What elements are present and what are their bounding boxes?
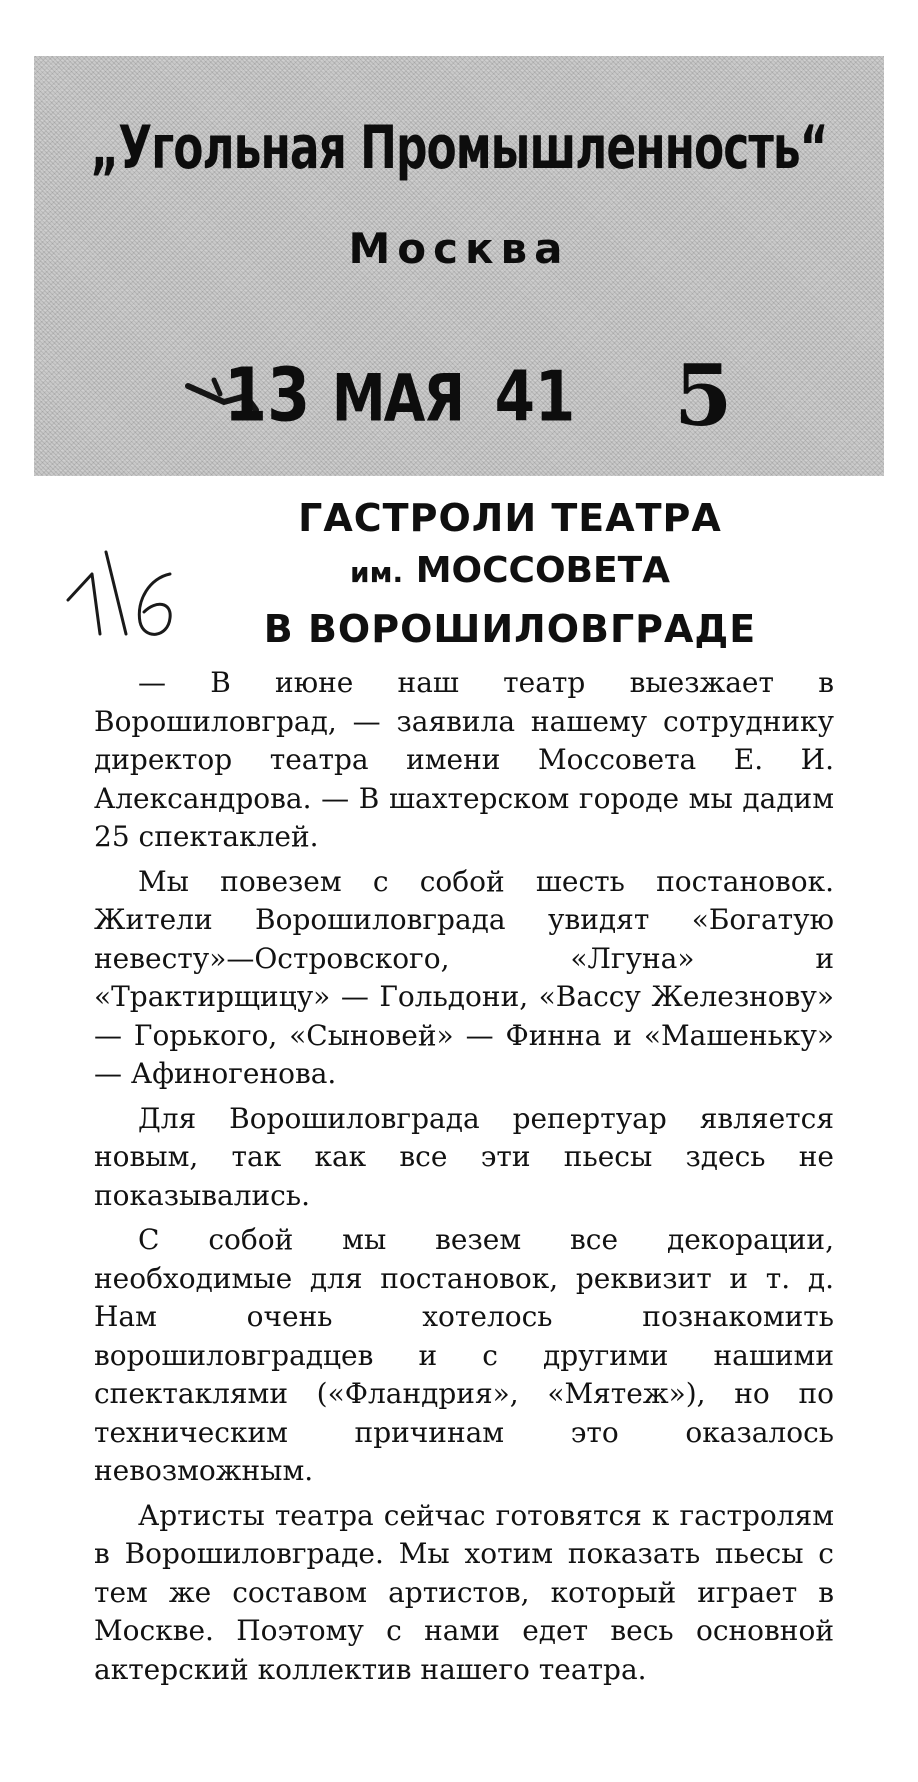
headline-line-1: ГАСТРОЛИ ТЕАТРА bbox=[298, 496, 722, 540]
article-paragraph: Мы повезем с собой шесть постановок. Жители Ворошиловграда увидят «Богатую невесту»—Островского, «Лгуна» и «Трактирщицу» — Гольдони, «Вассу Железнову» — Горького, «Сыновей» — Финна и «Машеньку» — Афиногенова. bbox=[94, 864, 834, 1090]
stamp-date-day: 13 bbox=[224, 351, 311, 439]
article-paragraph: Артисты театра сейчас готовятся к гастролям в Ворошиловграде. Мы хотим показать пьесы с тем же составом артистов, который играет в Москве. Поэтому с нами едет весь основной актерский коллектив нашего театра. bbox=[94, 1498, 834, 1686]
stamp-date-year: 41 bbox=[494, 355, 576, 438]
press-stamp bbox=[34, 56, 884, 476]
article-body bbox=[94, 664, 834, 1695]
headline-line-2 bbox=[190, 544, 830, 600]
stamp-date bbox=[224, 351, 575, 439]
handwritten-note bbox=[60, 530, 180, 650]
stamp-issue-number: 5 bbox=[674, 346, 733, 445]
headline-line-3: В ВОРОШИЛОВГРАДЕ bbox=[263, 607, 757, 651]
stamp-date-month: МАЯ bbox=[331, 360, 463, 437]
headline-line-2-prefix: им. bbox=[349, 556, 404, 589]
article-paragraph: Для Ворошиловграда репертуар является новым, так как все эти пьесы здесь не показывались. bbox=[94, 1101, 834, 1212]
article-paragraph: — В июне наш театр выезжает в Ворошиловград, — заявила нашему сотруднику директор театра имени Моссовета Е. И. Александрова. — В шахтерском городе мы дадим 25 спектаклей. bbox=[94, 666, 834, 853]
stamp-city: Москва bbox=[348, 224, 570, 273]
article-headline bbox=[190, 492, 830, 658]
article-paragraph: С собой мы везем все декорации, необходимые для постановок, реквизит и т. д. Нам очень хотелось познакомить ворошиловградцев и с другими нашими спектаклями («Фландрия», «Мятеж»), но по техническим причинам это оказалось невозможным. bbox=[94, 1223, 834, 1487]
headline-line-2-main: МОССОВЕТА bbox=[415, 550, 671, 591]
stamp-publication-name: „Угольная Промышленность“ bbox=[90, 114, 828, 183]
